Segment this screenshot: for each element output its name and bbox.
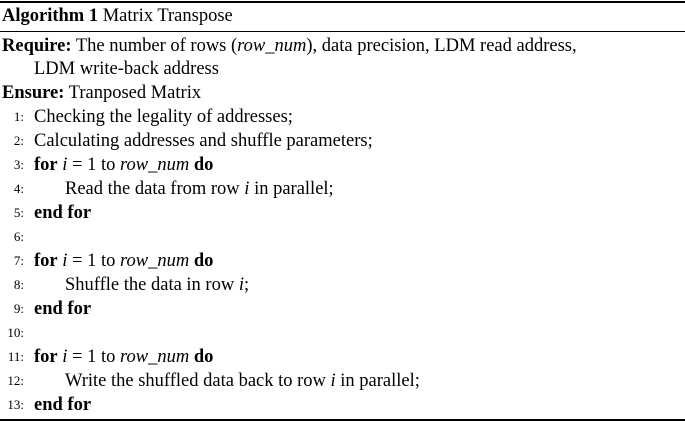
line-number: 2: — [13, 133, 24, 148]
top-rule — [0, 1, 685, 3]
line-number: 11: — [7, 349, 24, 364]
line-number: 5: — [13, 205, 24, 220]
ensure-text: Tranposed Matrix — [68, 83, 202, 103]
caption-rule — [0, 31, 685, 32]
end-for-keyword: end for — [34, 299, 92, 319]
require-keyword: Require: — [2, 36, 72, 56]
require-text-b: ), data precision, LDM read address, — [306, 36, 577, 56]
line-number: 6: — [13, 229, 24, 244]
for-keyword: for — [34, 251, 58, 271]
end-for-keyword: end for — [34, 395, 92, 415]
loop-range: = 1 to — [67, 347, 120, 367]
require-var: row_num — [237, 36, 307, 56]
ensure-line — [2, 81, 201, 105]
statement — [65, 273, 249, 297]
loop-bound: row_num — [119, 155, 190, 175]
statement-text-b: in parallel; — [249, 179, 334, 199]
algorithm-caption — [2, 4, 233, 28]
statement-text-a: Write the shuffled data back to row — [65, 371, 331, 391]
do-keyword: do — [193, 347, 214, 367]
for-keyword: for — [34, 347, 58, 367]
require-text-a: The number of rows ( — [75, 36, 238, 56]
statement-text-b: in parallel; — [335, 371, 420, 391]
line-number: 4: — [13, 181, 24, 196]
require-line — [2, 34, 577, 58]
bottom-rule — [0, 419, 685, 421]
end-for-keyword: end for — [34, 203, 92, 223]
line-number: 9: — [13, 301, 24, 316]
row-variable: i — [244, 179, 250, 199]
for-statement — [34, 249, 213, 273]
statement: Calculating addresses and shuffle parameters; — [34, 131, 373, 151]
statement — [65, 369, 420, 393]
loop-variable: i — [62, 251, 68, 271]
loop-variable: i — [62, 347, 68, 367]
loop-range: = 1 to — [67, 155, 120, 175]
require-continuation — [34, 57, 219, 81]
line-number: 10: — [7, 325, 24, 340]
line-number: 13: — [7, 397, 24, 412]
do-keyword: do — [193, 155, 214, 175]
statement-text-a: Read the data from row — [65, 179, 245, 199]
for-statement — [34, 345, 213, 369]
line-number: 7: — [13, 253, 24, 268]
caption-label: Algorithm 1 — [2, 6, 99, 26]
for-statement — [34, 153, 213, 177]
loop-variable: i — [62, 155, 68, 175]
line-number: 12: — [7, 373, 24, 388]
statement-text-a: Shuffle the data in row — [65, 275, 239, 295]
line-number: 3: — [13, 157, 24, 172]
statement — [65, 177, 334, 201]
statement-text-b: ; — [243, 275, 250, 295]
loop-bound: row_num — [119, 251, 190, 271]
row-variable: i — [238, 275, 244, 295]
caption-title: Matrix Transpose — [102, 6, 233, 26]
for-keyword: for — [34, 155, 58, 175]
loop-bound: row_num — [119, 347, 190, 367]
loop-range: = 1 to — [67, 251, 120, 271]
require-text-c: LDM write-back address — [34, 59, 219, 79]
line-number: 8: — [13, 277, 24, 292]
do-keyword: do — [193, 251, 214, 271]
statement: Checking the legality of addresses; — [34, 107, 293, 127]
row-variable: i — [330, 371, 336, 391]
ensure-keyword: Ensure: — [2, 83, 65, 103]
line-number: 1: — [13, 109, 24, 124]
